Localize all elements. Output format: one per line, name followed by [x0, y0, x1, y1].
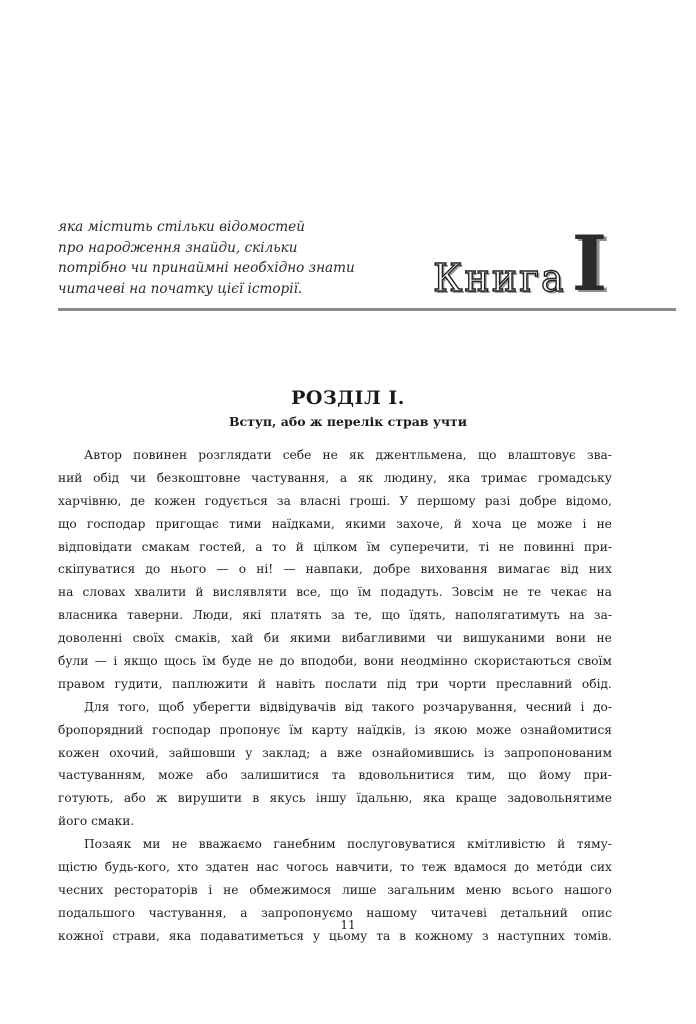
word: нашого [564, 882, 612, 897]
paragraph-line [58, 696, 612, 719]
word: ознайомитися [520, 722, 612, 737]
word: кожному [414, 928, 474, 943]
word: відповідати [58, 539, 133, 554]
word: смаки. [91, 814, 135, 829]
word: виховання [420, 562, 488, 577]
word: не [596, 516, 612, 531]
word: вирушити [177, 791, 242, 806]
word: кмітливістю [466, 837, 546, 852]
word: не [498, 539, 515, 554]
word: ми [142, 837, 161, 852]
word: не [502, 585, 519, 600]
word: вважаємо [198, 837, 262, 852]
word: чекає [550, 585, 588, 600]
word: вдовольнитися [358, 768, 455, 783]
word: чи [129, 470, 147, 485]
word: наїдками, [271, 516, 335, 531]
paragraph-line [58, 444, 612, 467]
word: подадуть. [380, 585, 443, 600]
word: нього [170, 562, 207, 577]
word: гостей, [199, 539, 246, 554]
word: і [580, 699, 585, 714]
word: обід. [581, 676, 612, 691]
word: ж [156, 791, 168, 806]
word: не [257, 654, 274, 669]
word: теж [421, 860, 447, 875]
word: скіпуватися [58, 562, 136, 577]
word: Для [84, 699, 110, 714]
word: — [94, 654, 107, 669]
word: їдять, [409, 608, 446, 623]
word: кожної [58, 928, 104, 943]
paragraph-line [58, 467, 612, 490]
word: послуговуватися [346, 837, 456, 852]
word: які [242, 608, 262, 623]
word: вибагливими [341, 631, 426, 646]
word: платять [270, 608, 322, 623]
paragraph-line [58, 856, 612, 879]
word: їм [289, 722, 303, 737]
word: то [272, 539, 287, 554]
word: чесних [58, 882, 104, 897]
word: пропонує [219, 722, 281, 737]
word: вишуканими [462, 631, 546, 646]
word: до- [593, 699, 612, 714]
word: пригощає [155, 516, 219, 531]
word: власні [299, 493, 341, 508]
word: це [511, 516, 527, 531]
word: заклад; [262, 745, 311, 760]
word: послати [324, 676, 378, 691]
word: за [276, 493, 291, 508]
word: метóди [536, 860, 583, 875]
word: будь-кого, [104, 860, 171, 875]
word: та [376, 928, 391, 943]
word: при- [583, 539, 612, 554]
word: тим, [466, 768, 496, 783]
word: страви, [112, 928, 160, 943]
word: частування, [251, 470, 330, 485]
word: хоча [472, 516, 502, 531]
word: влаштовує [507, 448, 576, 462]
word: карту [311, 722, 348, 737]
word: своїм [577, 654, 612, 669]
word: відвідувачів [259, 699, 337, 714]
word: навчити, [335, 860, 393, 875]
word: вимагає [497, 562, 551, 577]
word: вони [363, 654, 395, 669]
word: читачеві [430, 905, 487, 920]
word: своїх [132, 631, 165, 646]
word: гудити, [114, 676, 163, 691]
word: навіть [275, 676, 316, 691]
paragraph-line [58, 490, 612, 513]
word: яка [422, 791, 446, 806]
paragraph-line [58, 673, 612, 696]
word: У [399, 493, 409, 508]
word: о [238, 562, 247, 577]
word: де [130, 493, 146, 508]
word: запропонованим [504, 745, 612, 760]
word: те, [354, 608, 373, 623]
word: за- [593, 608, 612, 623]
word: гроші. [349, 493, 391, 508]
word: хай [231, 631, 254, 646]
word: а [240, 905, 248, 920]
word: під [386, 676, 407, 691]
word: вислявляти [212, 585, 288, 600]
book-heading-word: Книга [433, 256, 566, 300]
word: а [339, 470, 348, 485]
word: і [113, 654, 118, 669]
word: у [245, 745, 253, 760]
word: добре [373, 562, 411, 577]
word: в [399, 928, 406, 943]
paragraph-line [58, 810, 612, 833]
word: хто [177, 860, 199, 875]
word: — [216, 562, 229, 577]
word: частуванням, [58, 768, 146, 783]
epigraph [58, 217, 388, 299]
word: щоб [158, 699, 185, 714]
word: все, [296, 585, 321, 600]
epigraph-line: яка містить стільки відомостей [58, 219, 305, 235]
word: смакам [141, 539, 190, 554]
word: нашому [366, 905, 418, 920]
word: сих [590, 860, 612, 875]
word: тяму- [576, 837, 612, 852]
word: що [58, 516, 77, 531]
word: задовольнятиме [507, 791, 612, 806]
word: й [257, 676, 267, 691]
word: за [330, 608, 345, 623]
word: його [58, 814, 92, 829]
word: неодмінно [400, 654, 468, 669]
word: обід [93, 470, 120, 485]
word: а [319, 745, 328, 760]
body-text [58, 444, 612, 948]
paragraph-line [58, 558, 612, 581]
word: іншу [315, 791, 347, 806]
word: розчарування, [422, 699, 517, 714]
word: ресторатоpів [114, 882, 198, 897]
word: зайшовши [168, 745, 236, 760]
epigraph-line: потрібно чи принаймні необхідно знати [58, 260, 355, 277]
word: наїдків, [356, 722, 406, 737]
word: людину, [383, 470, 437, 485]
word: зва- [587, 448, 612, 462]
word: охочий, [109, 745, 159, 760]
word: що [507, 768, 527, 783]
word: чорти [448, 676, 487, 691]
word: як [357, 470, 374, 485]
word: преславний [496, 676, 573, 691]
word: Позаяк [84, 837, 132, 852]
word: разі [484, 493, 511, 508]
word: Автор [84, 448, 122, 462]
word: що [381, 608, 401, 623]
word: тримає [480, 470, 528, 485]
word: їдальню, [356, 791, 413, 806]
word: може [158, 768, 194, 783]
word: наступних [497, 928, 565, 943]
chapter-subtitle: Вступ, або ж перелік страв учти [228, 414, 467, 429]
word: здатен [205, 860, 250, 875]
word: добре [519, 493, 557, 508]
paragraph-line [58, 581, 612, 604]
word: частування, [148, 905, 227, 920]
word: цілком [313, 539, 358, 554]
word: то [400, 860, 415, 875]
word: себе [282, 448, 312, 462]
word: скористаються [474, 654, 572, 669]
word: те [527, 585, 542, 600]
word: детальний [500, 905, 568, 920]
word: них [588, 562, 612, 577]
word: такого [371, 699, 415, 714]
word: вони [555, 631, 587, 646]
word: до [145, 562, 161, 577]
word: якусь [269, 791, 306, 806]
paragraph-line [58, 764, 612, 787]
word: відомо, [565, 493, 612, 508]
word: таверни. [127, 608, 184, 623]
word: може [476, 722, 512, 737]
word: громадську [537, 470, 612, 485]
word: від [560, 562, 579, 577]
word: при- [583, 768, 612, 783]
word: яка [447, 470, 471, 485]
word: якою [434, 722, 468, 737]
word: розглядати [198, 448, 272, 462]
word: до [279, 654, 295, 669]
word: джентльмена, [375, 448, 467, 462]
word: захоче, [396, 516, 444, 531]
word: меню [465, 882, 502, 897]
word: навпаки, [305, 562, 363, 577]
paragraph-line [58, 536, 612, 559]
word: тими [229, 516, 262, 531]
word: як [349, 448, 365, 462]
word: вже [336, 745, 363, 760]
chapter-title: РОЗДІЛ I. [291, 387, 405, 409]
word: доволенні [58, 631, 123, 646]
word: їм [202, 654, 216, 669]
word: би [263, 631, 280, 646]
word: безкоштовне [156, 470, 241, 485]
word: не [171, 837, 188, 852]
word: яка [168, 928, 192, 943]
word: краще [455, 791, 497, 806]
word: того, [117, 699, 150, 714]
page-number: 11 [340, 918, 356, 932]
word: Зовсім [451, 585, 494, 600]
word: томів. [573, 928, 612, 943]
word: якими [289, 631, 331, 646]
word: хвалити [134, 585, 187, 600]
word: щось [163, 654, 197, 669]
word: на [569, 608, 585, 623]
paragraph-line [58, 742, 612, 765]
word: господар [152, 722, 211, 737]
word: якими [345, 516, 387, 531]
word: і [582, 516, 587, 531]
word: йому [539, 768, 572, 783]
word: із [414, 722, 426, 737]
word: вподоби, [300, 654, 358, 669]
epigraph-line: про народження знайди, скільки [58, 239, 298, 256]
paragraph-line [58, 719, 612, 742]
word: до [514, 860, 530, 875]
word: із [483, 745, 495, 760]
word: залишитися [240, 768, 320, 783]
word: годується [204, 493, 268, 508]
word: паплюжити [172, 676, 249, 691]
word: та [331, 768, 346, 783]
word: суперечити, [389, 539, 470, 554]
word: бропорядний [58, 722, 144, 737]
word: ганебним [273, 837, 336, 852]
word: — [283, 562, 296, 577]
word: ознайомившись [371, 745, 475, 760]
word: кожен [58, 745, 100, 760]
paragraph-line [58, 650, 612, 673]
word: якщо [123, 654, 158, 669]
word: не [223, 882, 239, 897]
word: першому [417, 493, 476, 508]
word: й [453, 516, 462, 531]
word: що [330, 585, 349, 600]
word: і [208, 882, 213, 897]
word: повинен [133, 448, 188, 462]
word: уберегти [192, 699, 251, 714]
word: запропонуємо [261, 905, 353, 920]
word: опис [581, 905, 612, 920]
word: в [252, 791, 260, 806]
word: й [557, 837, 566, 852]
word: чесний [525, 699, 572, 714]
word: повинні [523, 539, 575, 554]
word: господар [86, 516, 146, 531]
book-heading-numeral: I [571, 219, 608, 308]
paragraph-line [58, 604, 612, 627]
word: кожен [154, 493, 196, 508]
word: нас [256, 860, 279, 875]
word: щістю [58, 860, 98, 875]
paragraph-line [58, 833, 612, 856]
word: у [312, 928, 321, 943]
word: подальшого [58, 905, 135, 920]
word: загальним [387, 882, 455, 897]
word: на [596, 585, 612, 600]
word: ті [478, 539, 490, 554]
word: були [58, 654, 89, 669]
paragraph-line [58, 879, 612, 902]
word: словах [82, 585, 126, 600]
book-heading [433, 219, 608, 308]
word: вдамося [454, 860, 507, 875]
word: й [295, 539, 304, 554]
word: цьому [328, 928, 368, 943]
word: ний [58, 470, 83, 485]
heading-divider [58, 308, 676, 311]
word: буде [222, 654, 252, 669]
word: з [481, 928, 489, 943]
word: може [537, 516, 573, 531]
word: або [205, 768, 228, 783]
word: готують, [58, 791, 114, 806]
word: їм [366, 539, 381, 554]
word: три [415, 676, 439, 691]
word: не [322, 448, 338, 462]
word: чи [436, 631, 453, 646]
word: що [477, 448, 497, 462]
word: на [58, 585, 74, 600]
word: лише [342, 882, 377, 897]
word: всього [511, 882, 554, 897]
word: а [255, 539, 263, 554]
word: наполягатимуть [455, 608, 560, 623]
paragraph-line [58, 627, 612, 650]
paragraph-line [58, 513, 612, 536]
word: не [596, 631, 612, 646]
word: ні! [256, 562, 274, 577]
word: подаватиметься [200, 928, 304, 943]
word: від [344, 699, 363, 714]
word: й [195, 585, 204, 600]
word: або [123, 791, 146, 806]
word: смаків, [174, 631, 221, 646]
paragraph-line [58, 787, 612, 810]
word: харчівню, [58, 493, 122, 508]
word: обмежимося [249, 882, 332, 897]
word: їм [357, 585, 372, 600]
word: чогось [285, 860, 329, 875]
epigraph-line: читачеві на початку цієї історії. [58, 280, 303, 297]
word: Люди, [192, 608, 233, 623]
word: власника [58, 608, 118, 623]
word: правом [58, 676, 105, 691]
